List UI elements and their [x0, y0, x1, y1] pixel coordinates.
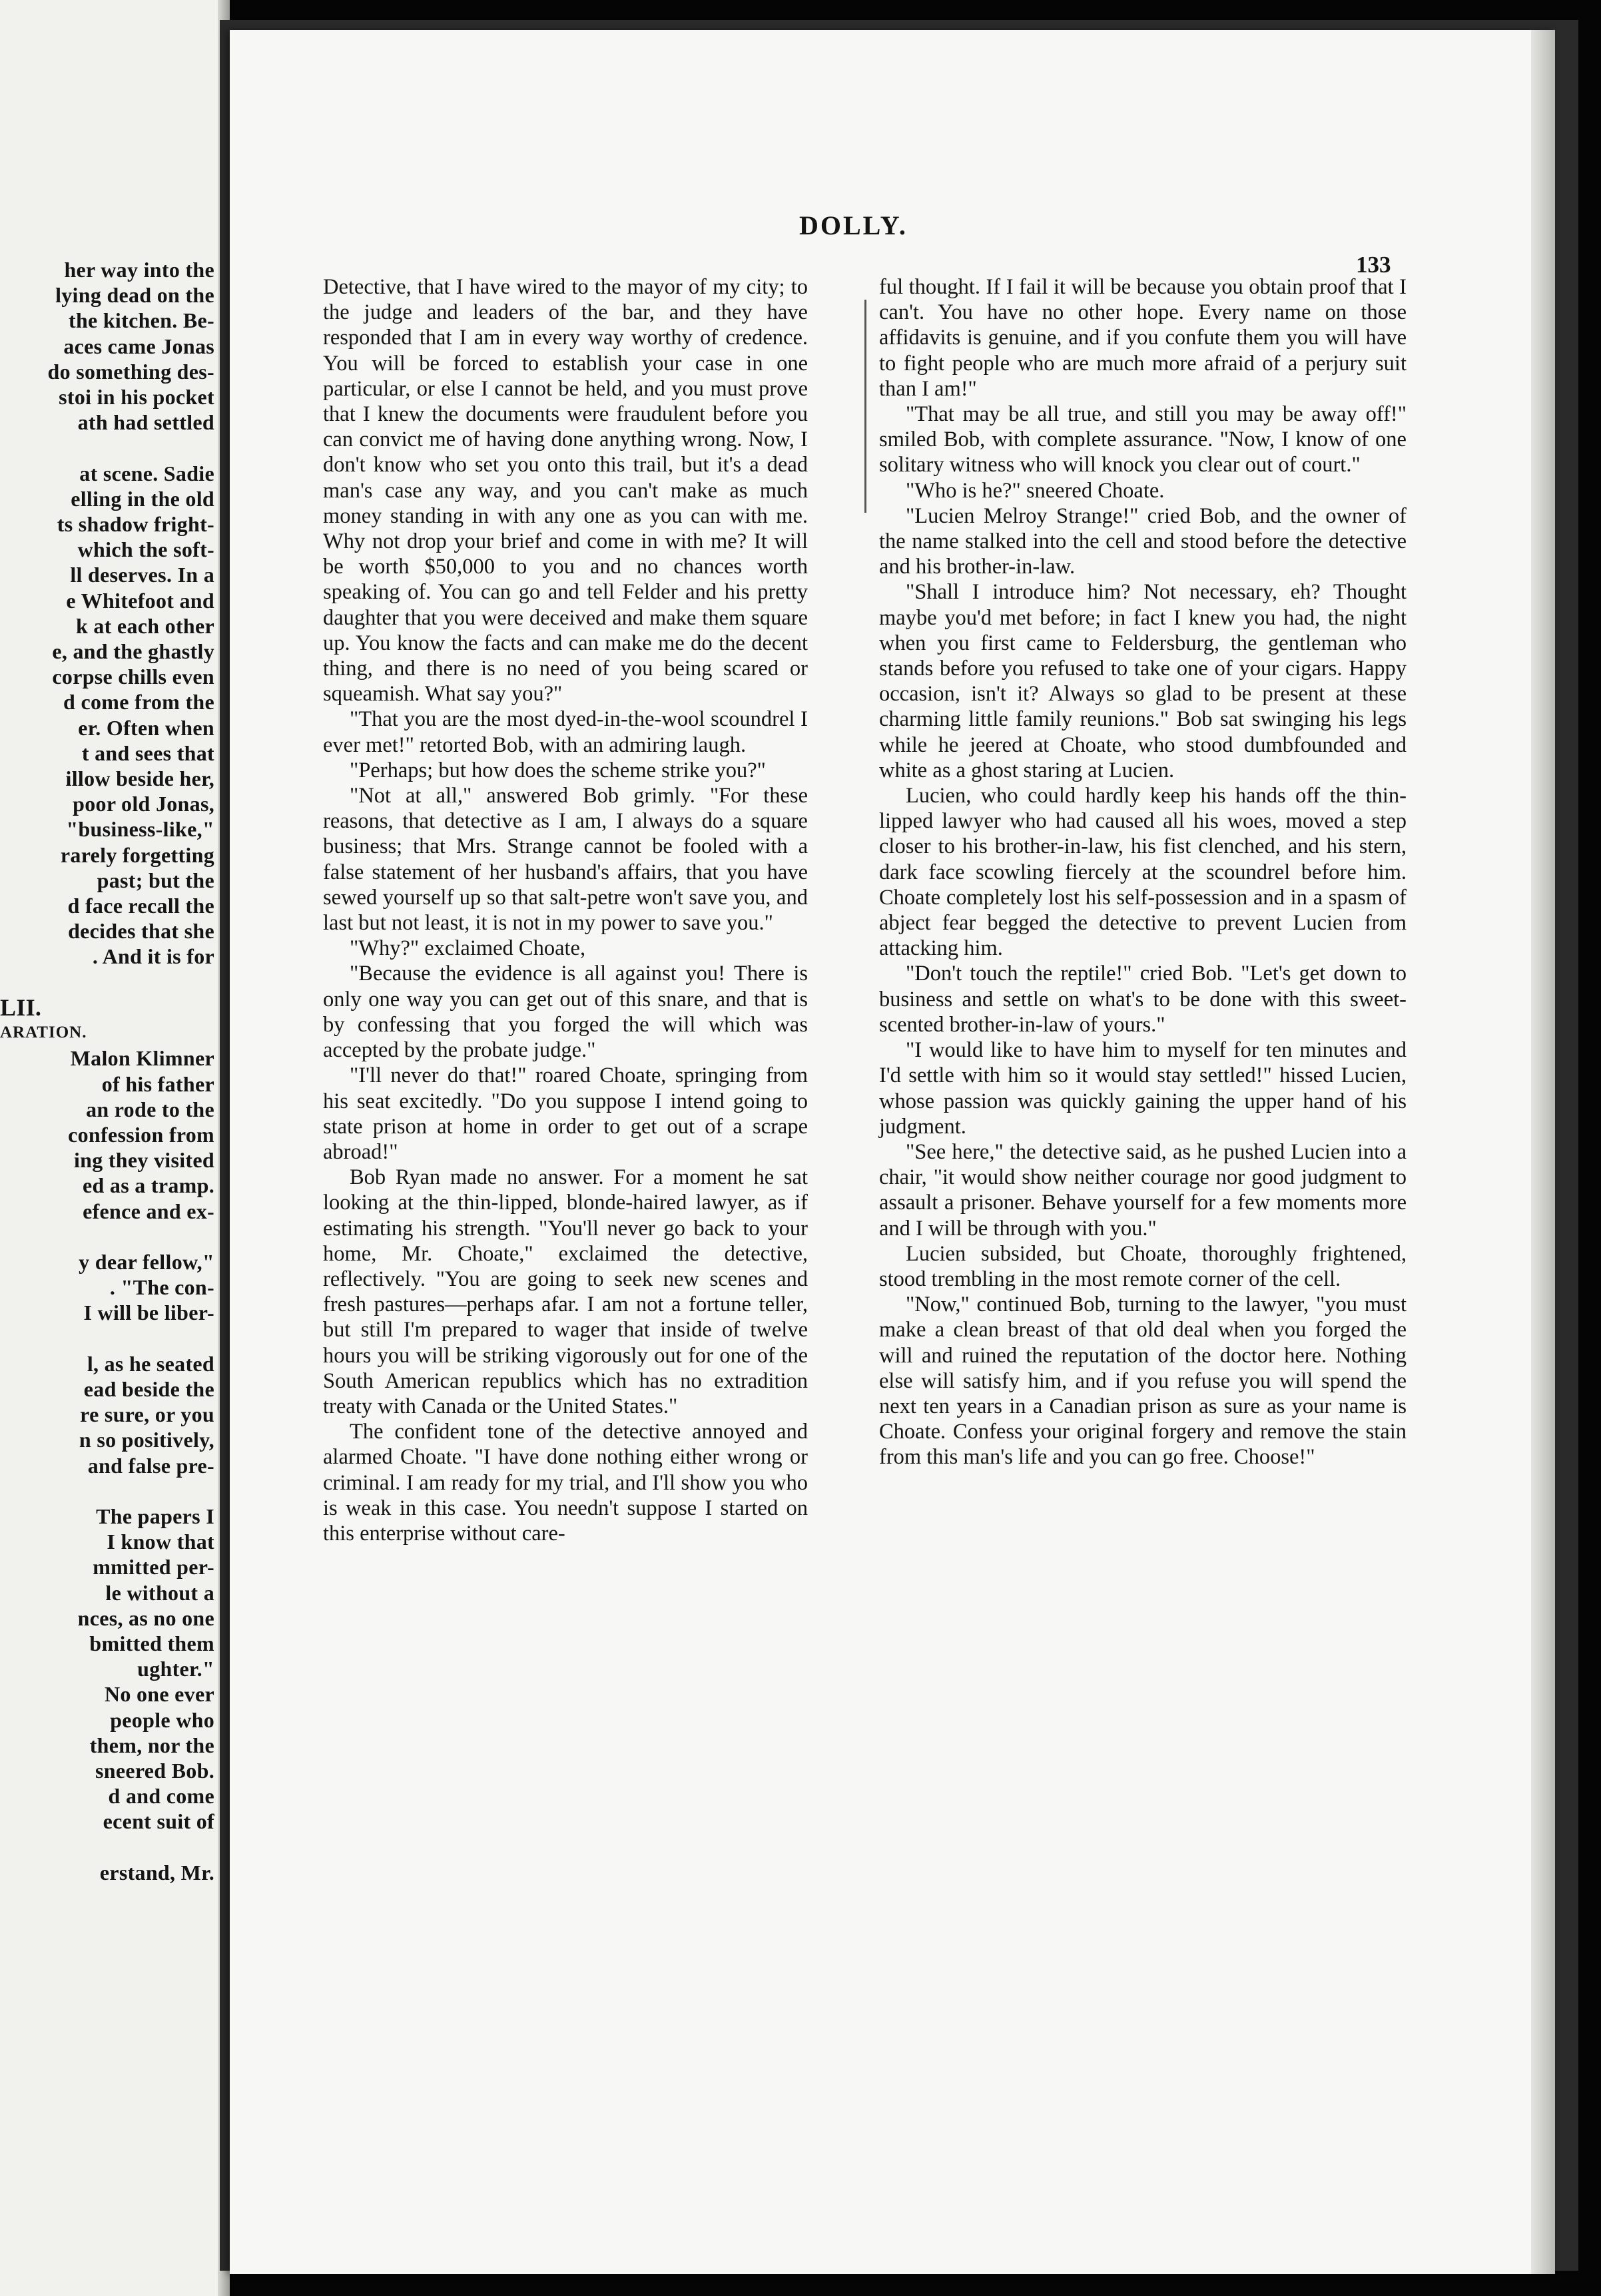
previous-page-line: poor old Jonas,	[73, 792, 214, 816]
paragraph: "I would like to have him to myself for ten minutes and I'd settle with him so it would stay settled!" hissed Lucien, whose passion was quickly gaining the upper hand of his judgment.	[879, 1038, 1407, 1139]
paragraph: Detective, that I have wired to the mayor of my city; to the judge and leaders of the bar, and they have responded that I am in every way worthy of credence. You will be forced to establish your case in one particular, or else I cannot be held, and you must prove that I knew the documents were fraudulent before you can convict me of having done anything wrong. Now, I don't know who set you onto this trail, but it's a dead man's case any way, and you can't make as much money standing in with any one as you can with me. Why not drop your brief and come in with me? It will be worth $50,000 to you and no chances worth speaking of. You can go and tell Felder and his pretty daughter that you were deceived and make them square up. You know the facts and can make me do the decent thing, and there is no need of you being scared or squeamish. What say you?"	[323, 275, 808, 707]
previous-page-line: k at each other	[75, 613, 214, 638]
previous-page-line: ecent suit of	[103, 1809, 214, 1834]
previous-page-line: sneered Bob.	[95, 1758, 214, 1783]
previous-page-line: at scene. Sadie	[79, 461, 214, 485]
previous-page-line: nces, as no one	[77, 1605, 214, 1630]
previous-page-line: corpse chills even	[52, 665, 214, 689]
previous-page-line: I will be liber-	[83, 1300, 214, 1325]
previous-page-line: efence and ex-	[83, 1199, 214, 1223]
previous-page-line: ath had settled	[77, 410, 214, 435]
previous-page-line: and false pre-	[87, 1453, 214, 1478]
paragraph: "Not at all," answered Bob grimly. "For these reasons, that detective as I am, I always do a square business; that Mrs. Strange cannot be fooled with a false statement of her husband's affairs, that you have sewed yourself up so that salt-petre won't save you, and last but not least, it is not in my power to save you."	[323, 784, 808, 936]
previous-page-line: which the soft-	[77, 537, 214, 562]
previous-page-line: d face recall the	[67, 894, 214, 918]
previous-page-line: ing they visited	[73, 1148, 214, 1173]
previous-page-line: "business-like,"	[66, 817, 214, 842]
previous-page-line	[0, 1478, 220, 1504]
paragraph: "That may be all true, and still you may be away off!" smiled Bob, with complete assurance. "Now, I know of one solitary witness who will knock you clear out of court."	[879, 402, 1407, 477]
previous-page-line: e Whitefoot and	[66, 588, 214, 613]
previous-page-line: do something des-	[47, 359, 214, 384]
previous-page-fragment	[0, 0, 230, 2296]
previous-page-line: lying dead on the	[55, 283, 214, 308]
previous-page-line: an rode to the	[86, 1097, 214, 1121]
previous-page-line: l, as he seated	[87, 1351, 214, 1376]
paragraph: "Don't touch the reptile!" cried Bob. "Let's get down to business and settle on what's to be done with this sweet-scented brother-in-law of yours."	[879, 962, 1407, 1037]
previous-page-line: ead beside the	[83, 1376, 214, 1401]
paragraph: "Why?" exclaimed Choate,	[350, 936, 586, 961]
previous-page-line	[0, 1224, 220, 1249]
previous-page-line: people who	[110, 1707, 214, 1732]
paragraph: "Who is he?" sneered Choate.	[906, 478, 1165, 503]
previous-page-line	[0, 970, 220, 995]
paragraph: "That you are the most dyed-in-the-wool scoundrel I ever met!" retorted Bob, with an admiring laugh.	[323, 707, 808, 757]
previous-page-line: ARATION.	[0, 1023, 87, 1042]
paragraph: "Now," continued Bob, turning to the lawyer, "you must make a clean breast of that old deal when you forged the will and ruined the reputation of the doctor here. Nothing else will satisfy him, and if you refuse you will spend the next ten years in a Canadian prison as sure as your name is Choate. Confess your original forgery and remove the stain from this man's life and you can go free. Choose!"	[879, 1292, 1407, 1470]
previous-page-line: confession from	[68, 1122, 214, 1147]
previous-page-line: of his father	[101, 1071, 214, 1096]
previous-page-line: mmitted per-	[93, 1555, 214, 1579]
paragraph: "Perhaps; but how does the scheme strike you?"	[350, 758, 766, 782]
previous-page-line: y dear fellow,"	[79, 1249, 214, 1274]
page-edge	[1531, 30, 1555, 2274]
previous-page-line: aces came Jonas	[63, 334, 214, 358]
previous-page-line: illow beside her,	[65, 766, 214, 791]
paragraph: Lucien subsided, but Choate, thoroughly frightened, stood trembling in the most remote corner of the cell.	[879, 1241, 1407, 1291]
previous-page-line: erstand, Mr.	[99, 1860, 214, 1884]
previous-page-line: elling in the old	[71, 486, 214, 511]
previous-page-line: n so positively,	[79, 1428, 214, 1452]
previous-page-line: . And it is for	[92, 944, 214, 969]
previous-page-line: re sure, or you	[80, 1402, 214, 1427]
paragraph: Lucien, who could hardly keep his hands off the thin-lipped lawyer who had caused all his woes, moved a step closer to his brother-in-law, his fist clenched, and his stern, dark face scowling fiercely at the scoundrel before him. Choate completely lost his self-possession and in a spasm of abject fear begged the detective to prevent Lucien from attacking him.	[879, 784, 1407, 961]
paragraph: "Shall I introduce him? Not necessary, eh? Thought maybe you'd met before; in fact I knew you had, the night when you first came to Feldersburg, the gentleman who stands before you refused to take one of your cigars. Happy occasion, isn't it? Always so glad to be present at these charming little family reunions." Bob sat swinging his legs while he jeered at Choate, who stood dumbfounded and white as a ghost staring at Lucien.	[879, 580, 1407, 782]
previous-page-line: The papers I	[96, 1504, 214, 1528]
previous-page-line: decides that she	[68, 919, 214, 944]
previous-page-line: I know that	[107, 1530, 214, 1554]
previous-page-line: LII.	[0, 994, 42, 1021]
previous-page-line: le without a	[105, 1580, 214, 1605]
previous-page-line: d come from the	[63, 690, 214, 715]
previous-page-text	[0, 257, 220, 1885]
right-text-column	[879, 274, 1407, 1470]
column-divider	[864, 300, 866, 513]
previous-page-line: er. Often when	[78, 715, 214, 740]
previous-page-line: them, nor the	[89, 1733, 214, 1757]
previous-page-line: the kitchen. Be-	[68, 308, 214, 333]
previous-page-line	[0, 1326, 220, 1351]
previous-page-line: Malon Klimner	[70, 1046, 214, 1071]
paragraph: "Lucien Melroy Strange!" cried Bob, and the owner of the name stalked into the cell and stood before the detective and his brother-in-law.	[879, 503, 1407, 579]
previous-page-line	[0, 1835, 220, 1860]
previous-page-line: bmitted them	[89, 1631, 214, 1655]
previous-page-line: rarely forgetting	[60, 842, 214, 867]
left-text-column	[323, 274, 808, 1546]
paragraph: ful thought. If I fail it will be because you obtain proof that I can't. You have no other hope. Every name on those affidavits is genuine, and if you confute them you will have to fight people who are much more afraid of a perjury suit than I am!"	[879, 275, 1407, 401]
previous-page-line: . "The con-	[109, 1275, 214, 1300]
previous-page-line: e, and the ghastly	[52, 639, 214, 664]
previous-page-line: d and come	[108, 1784, 214, 1809]
previous-page-line	[0, 435, 220, 460]
paragraph: "Because the evidence is all against you! There is only one way you can get out of this snare, and that is by confessing that you forged the will which was accepted by the probate judge."	[323, 962, 808, 1063]
previous-page-line: ll deserves. In a	[70, 563, 214, 587]
running-head: DOLLY.	[799, 210, 908, 240]
previous-page-line: ed as a tramp.	[83, 1173, 214, 1198]
paragraph: The confident tone of the detective annoyed and alarmed Choate. "I have done nothing either wrong or criminal. I am ready for my trial, and I'll show you who is weak in this case. You needn't suppose I started on this enterprise without care-	[323, 1420, 808, 1546]
page-number: 133	[1356, 252, 1391, 278]
previous-page-line: stoi in his pocket	[59, 385, 214, 410]
previous-page-line: ughter."	[137, 1657, 214, 1681]
previous-page-line: ts shadow fright-	[57, 512, 214, 537]
paragraph: Bob Ryan made no answer. For a moment he sat looking at the thin-lipped, blonde-haired lawyer, as if estimating his strength. "You'll never go back to your home, Mr. Choate," exclaimed the detective, reflectively. "You are going to seek new scenes and fresh pastures—perhaps afar. I am not a fortune teller, but still I'm prepared to wager that inside of twelve hours you will be striking vigorously out for one of the South American republics which has no extradition treaty with Canada or the United States."	[323, 1165, 808, 1418]
previous-page-line: past; but the	[97, 868, 214, 892]
paragraph: "I'll never do that!" roared Choate, springing from his seat excitedly. "Do you suppose I intend going to state prison at home in order to get out of a scrape abroad!"	[323, 1063, 808, 1164]
previous-page-line: her way into the	[64, 258, 214, 282]
previous-page-line: t and sees that	[81, 740, 214, 765]
paragraph: "See here," the detective said, as he pushed Lucien into a chair, "it would show neither courage nor good judgment to assault a prisoner. Behave yourself for a few moments more and I will be through with you."	[879, 1139, 1407, 1241]
previous-page-line: No one ever	[104, 1682, 214, 1707]
